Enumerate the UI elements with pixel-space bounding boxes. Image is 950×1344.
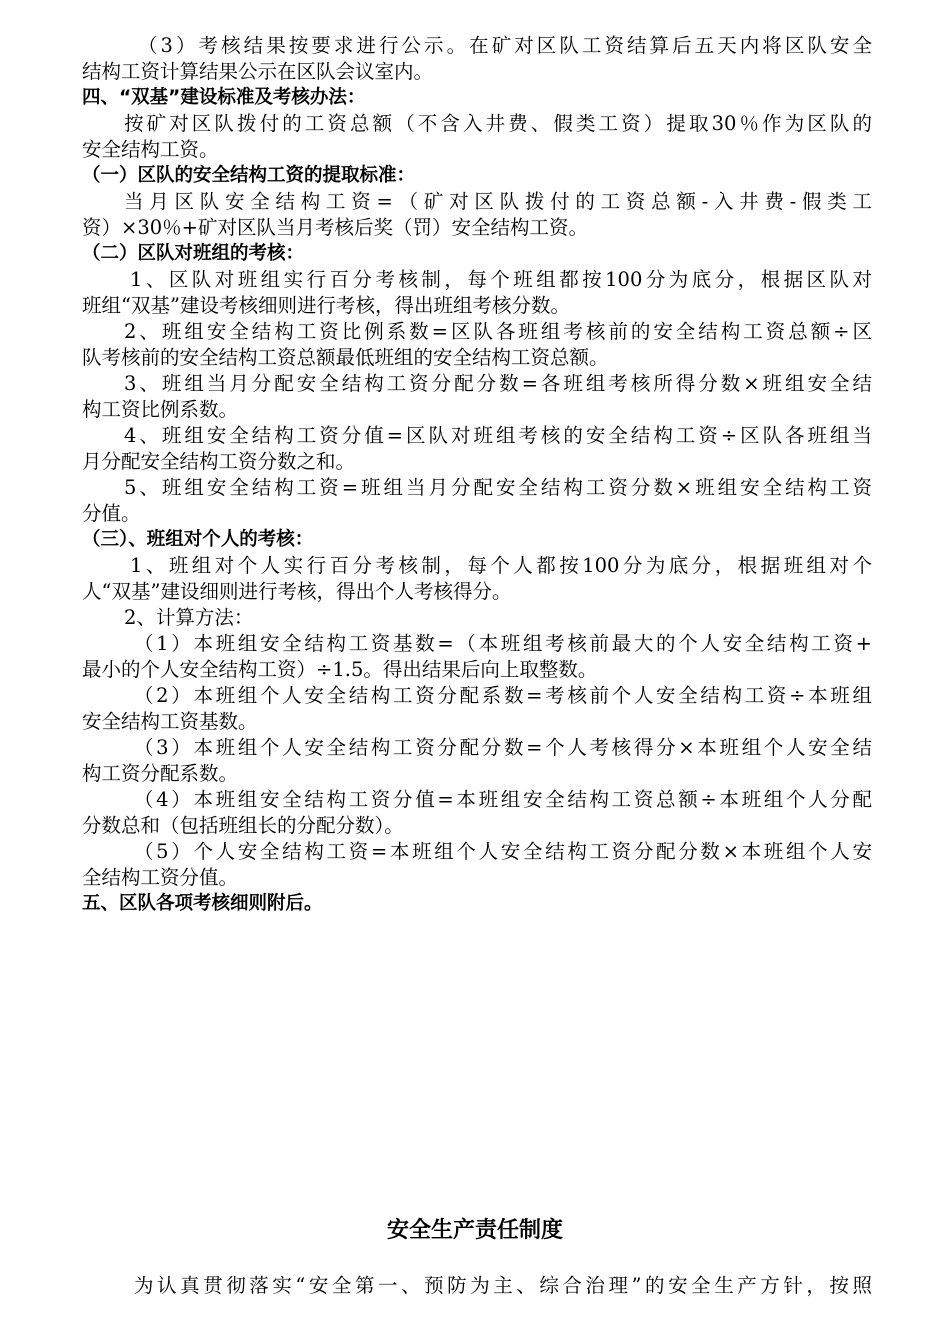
paragraph-line: 班组“双基”建设考核细则进行考核，得出班组考核分数。 [82,294,570,317]
section-heading: 四、“双基”建设标准及考核办法： [82,87,366,108]
paragraph-line: 安全结构工资基数。 [82,710,258,733]
paragraph-line: 2、计算方法： [124,606,254,629]
paragraph-line: 当月区队安全结构工资=（矿对区队拨付的工资总额-入井费-假类工 [124,190,872,213]
subsection-heading: （二）区队对班组的考核： [82,243,305,264]
intro-line: 为认真贯彻落实“安全第一、预防为主、综合治理”的安全生产方针，按照 [134,1274,872,1297]
paragraph-line: 资）×30％+矿对区队当月考核后奖（罚）安全结构工资。 [82,216,588,239]
section-heading: 五、区队各项考核细则附后。 [82,893,323,914]
paragraph-line: 3、班组当月分配安全结构工资分配分数=各班组考核所得分数×班组安全结 [124,372,872,395]
paragraph-line: 4、班组安全结构工资分值=区队对班组考核的安全结构工资÷区队各班组当 [124,424,872,447]
paragraph-line: （3）本班组个人安全结构工资分配分数=个人考核得分×本班组个人安全结 [134,736,872,759]
paragraph-line: 5、班组安全结构工资=班组当月分配安全结构工资分数×班组安全结构工资 [124,476,872,499]
paragraph-line: 最小的个人安全结构工资）÷1.5。得出结果后向上取整数。 [82,658,598,681]
paragraph-line: 2、班组安全结构工资比例系数=区队各班组考核前的安全结构工资总额÷区 [124,320,872,343]
paragraph-line: 按矿对区队拨付的工资总额（不含入井费、假类工资）提取30％作为区队的 [124,112,872,135]
paragraph-line: 构工资分配系数。 [82,762,239,785]
paragraph-line: 队考核前的安全结构工资总额最低班组的安全结构工资总额。 [82,346,609,369]
paragraph-line: （1）本班组安全结构工资基数=（本班组考核前最大的个人安全结构工资+ [134,632,872,655]
paragraph-line: 全结构工资分值。 [82,866,239,889]
paragraph-line: 人“双基”建设细则进行考核，得出个人考核得分。 [82,580,512,603]
paragraph-line: 构工资比例系数。 [82,398,239,421]
paragraph-line: 月分配安全结构工资分数之和。 [82,450,356,473]
subsection-heading: （三）、班组对个人的考核： [82,529,314,550]
paragraph-line: 1、区队对班组实行百分考核制，每个班组都按100分为底分，根据区队对 [130,268,872,291]
paragraph-line: （5）个人安全结构工资=本班组个人安全结构工资分配分数×本班组个人安 [134,840,872,863]
paragraph-line: 结构工资计算结果公示在区队会议室内。 [82,60,434,83]
paragraph-line: （2）本班组个人安全结构工资分配系数=考核前个人安全结构工资÷本班组 [134,684,872,707]
paragraph-line: 1、班组对个人实行百分考核制，每个人都按100分为底分，根据班组对个 [130,554,872,577]
paragraph-line: 分数总和（包括班组长的分配分数）。 [82,814,404,837]
section-title: 安全生产责任制度 [386,1218,563,1243]
paragraph-line: 分值。 [82,502,141,525]
paragraph-line: （3）考核结果按要求进行公示。在矿对区队工资结算后五天内将区队安全 [138,34,872,57]
paragraph-line: （4）本班组安全结构工资分值=本班组安全结构工资总额÷本班组个人分配 [134,788,872,811]
paragraph-line: 安全结构工资。 [82,138,219,161]
subsection-heading: （一）区队的安全结构工资的提取标准： [82,165,416,186]
